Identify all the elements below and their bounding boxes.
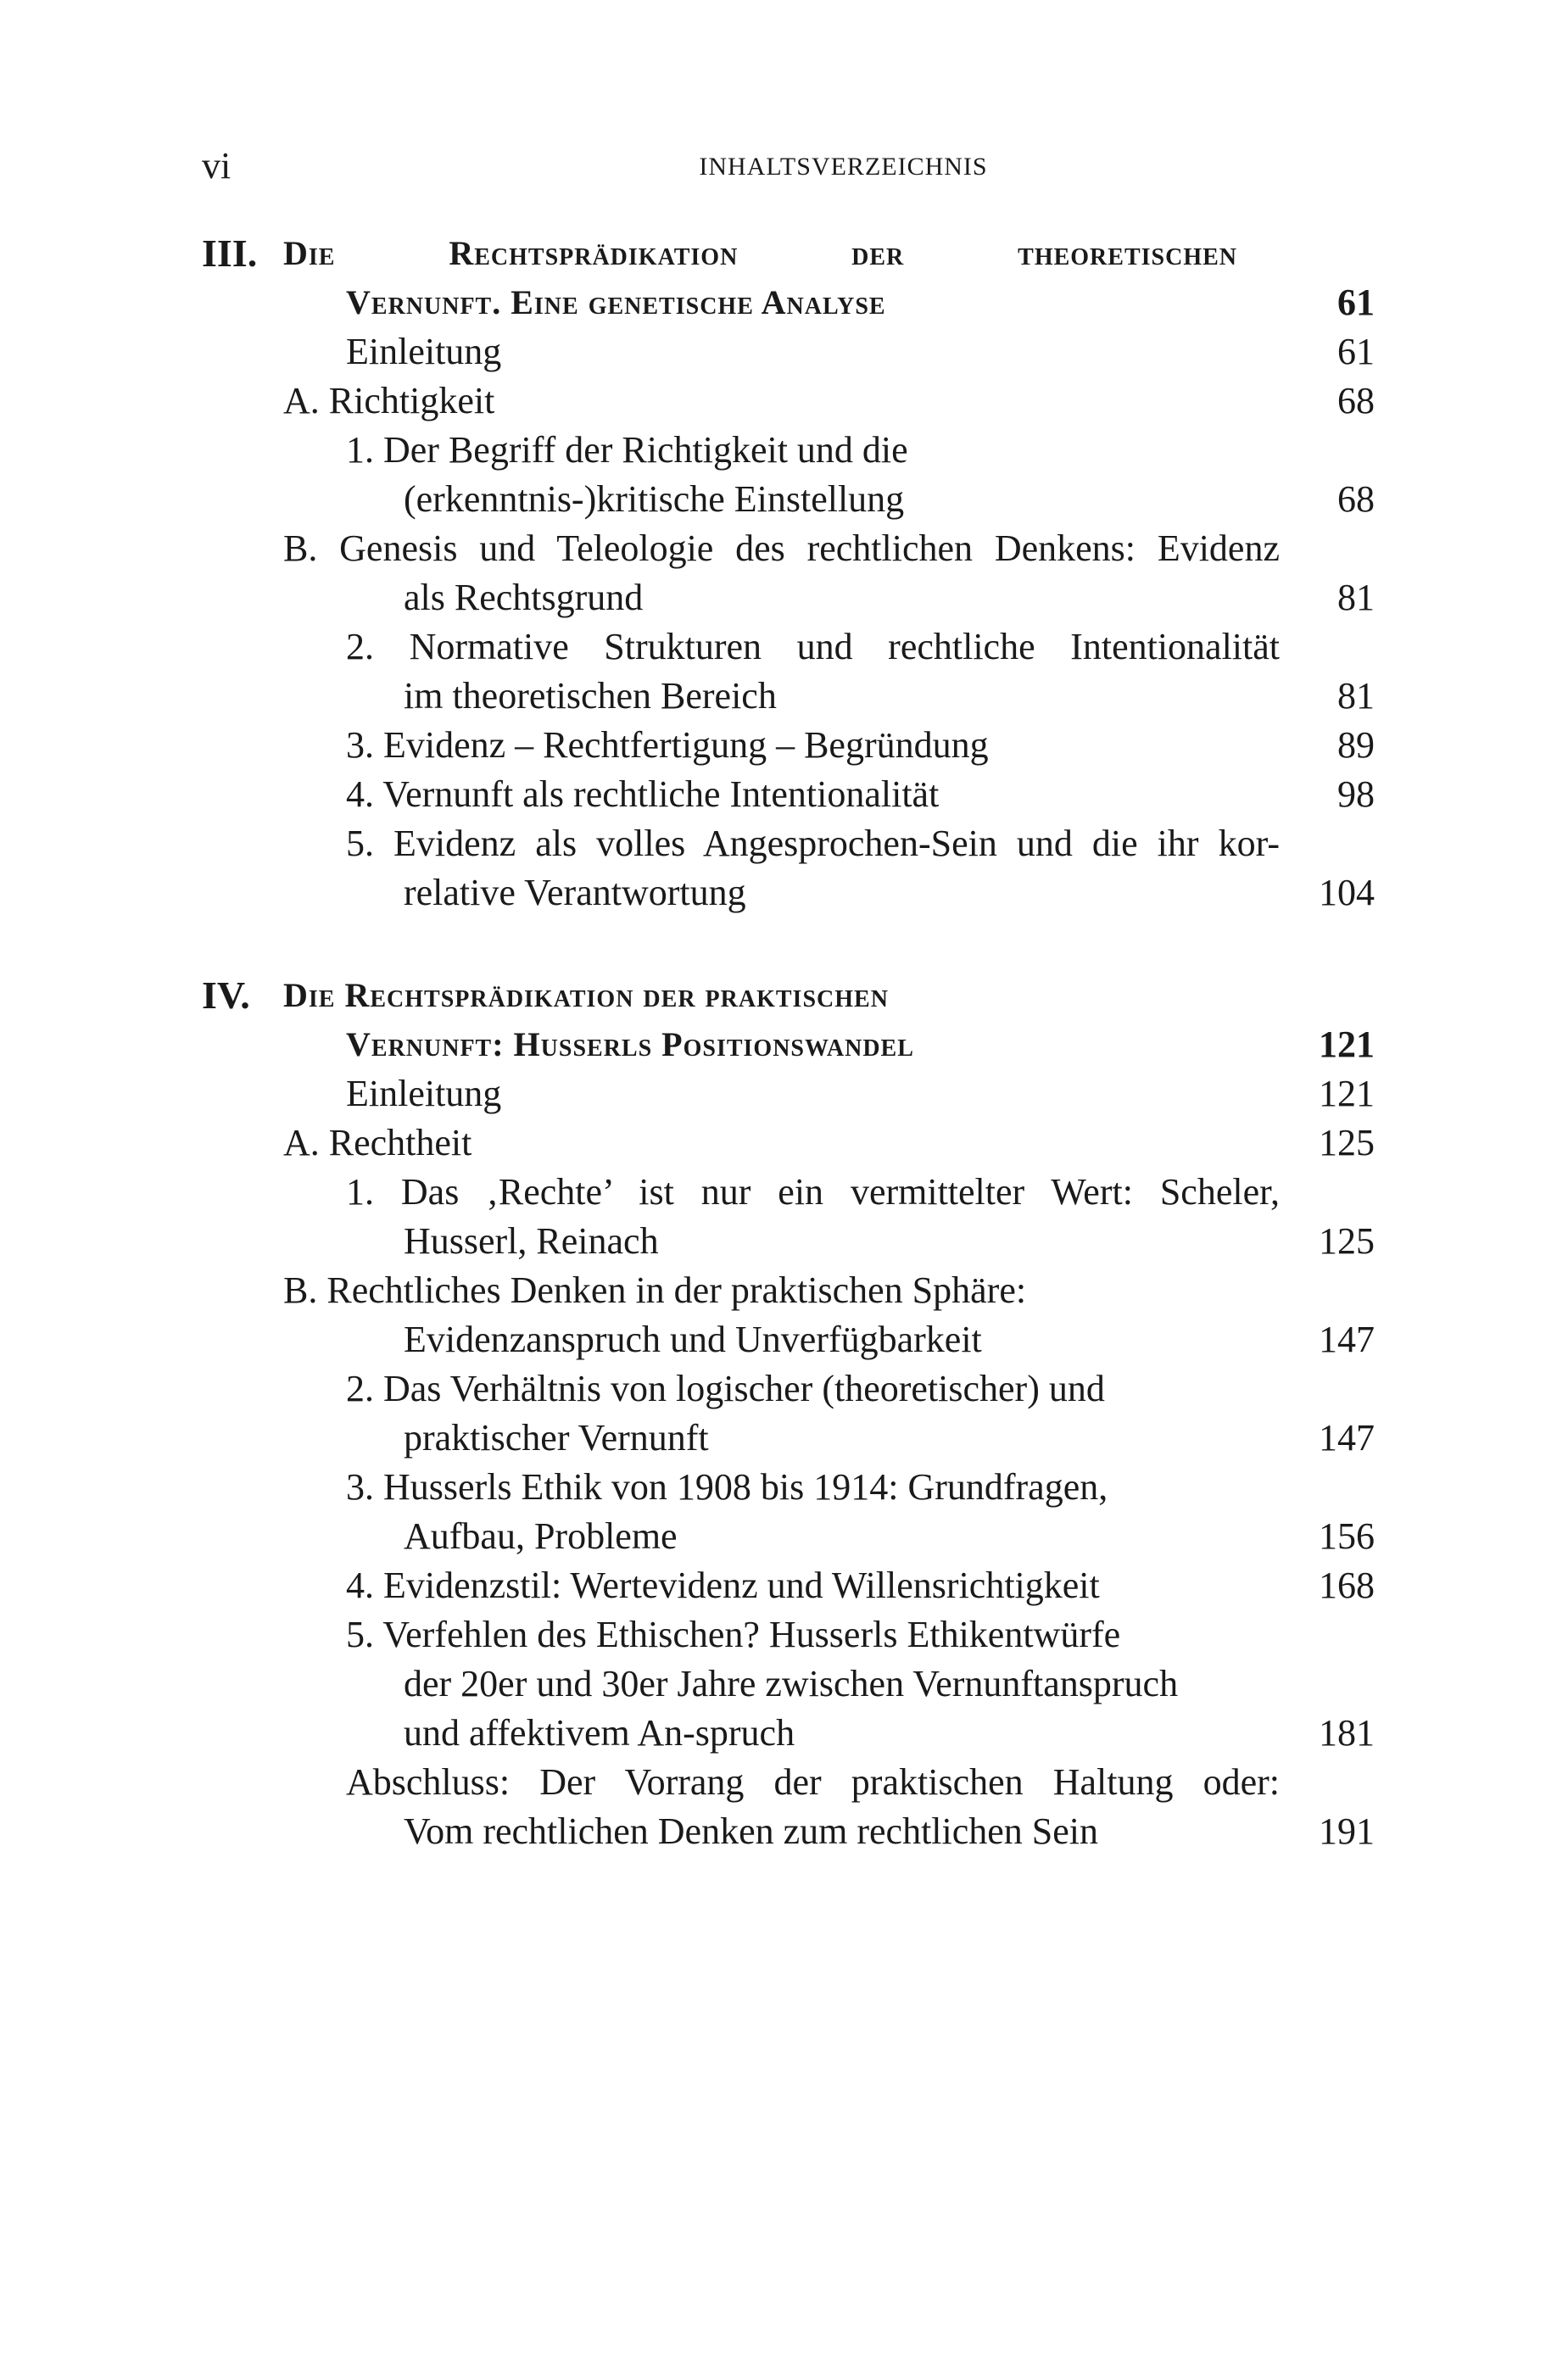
toc-entry-page: 125: [1319, 1220, 1375, 1262]
toc-entry: 5. Verfehlen des Ethischen? Husserls Ethikentwürfe: [346, 1614, 1121, 1655]
header-page-number: vi: [202, 145, 232, 187]
toc-entry: Husserl, Reinach: [404, 1220, 659, 1262]
toc-entry-page: 68: [1337, 478, 1375, 520]
toc-entry-page: 156: [1319, 1515, 1375, 1557]
toc-entry: und affektivem An-spruch: [404, 1712, 795, 1754]
toc-entry: praktischer Vernunft: [404, 1417, 709, 1459]
toc-entry: (erkenntnis-)kritische Einstellung: [404, 478, 905, 520]
toc-entry: Evidenzanspruch und Unverfügbarkeit: [404, 1319, 982, 1360]
toc-entry-page: 61: [1337, 331, 1375, 372]
chapter-3-number: III.: [202, 231, 258, 275]
toc-entry: Abschluss: Der Vorrang der praktischen Haltung oder:: [346, 1761, 1280, 1803]
toc-entry-page: 104: [1319, 872, 1375, 913]
running-header-title: INHALTSVERZEICHNIS: [699, 153, 988, 181]
chapter-4-title-line-2: Vernunft: Husserls Positionswandel: [346, 1025, 914, 1063]
chapter-4-title-line-1: Die Rechtsprädikation der praktischen: [283, 976, 889, 1014]
toc-entry: 3. Husserls Ethik von 1908 bis 1914: Grundfragen,: [346, 1466, 1108, 1508]
toc-entry: 1. Der Begriff der Richtigkeit und die: [346, 429, 908, 471]
chapter-4-title-page: 121: [1319, 1024, 1375, 1065]
toc-entry: B. Genesis und Teleologie des rechtlichen Denkens: Evidenz: [283, 527, 1280, 569]
toc-entry: Vom rechtlichen Denken zum rechtlichen Sein: [404, 1810, 1099, 1852]
toc-entry: 2. Das Verhältnis von logischer (theoretischer) und: [346, 1368, 1105, 1409]
toc-entry: Einleitung: [346, 1073, 502, 1114]
toc-entry: B. Rechtliches Denken in der praktischen Sphäre:: [283, 1269, 1027, 1311]
toc-entry: 1. Das ‚Rechte’ ist nur ein vermittelter Wert: Scheler,: [346, 1171, 1280, 1213]
toc-entry-page: 81: [1337, 675, 1375, 717]
toc-entry: 2. Normative Strukturen und rechtliche Intentionalität: [346, 626, 1280, 667]
toc-entry: A. Rechtheit: [283, 1122, 472, 1163]
toc-entry: im theoretischen Bereich: [404, 675, 777, 717]
toc-entry-page: 121: [1319, 1073, 1375, 1114]
toc-entry-page: 98: [1337, 773, 1375, 815]
chapter-3-title-line-2: Vernunft. Eine genetische Analyse: [346, 283, 886, 321]
toc-entry: Aufbau, Probleme: [404, 1515, 678, 1557]
toc-entry: 4. Vernunft als rechtliche Intentionalität: [346, 773, 940, 815]
toc-entry-page: 125: [1319, 1122, 1375, 1163]
toc-entry-page: 181: [1319, 1712, 1375, 1754]
chapter-4-number: IV.: [202, 973, 250, 1017]
toc-entry: 3. Evidenz – Rechtfertigung – Begründung: [346, 724, 989, 766]
toc-entry: als Rechtsgrund: [404, 577, 644, 618]
toc-entry-page: 147: [1319, 1319, 1375, 1360]
chapter-3-title-line-1: Die Rechtsprädikation der theoretischen: [283, 234, 1237, 272]
toc-entry: 4. Evidenzstil: Wertevidenz und Willensrichtigkeit: [346, 1565, 1100, 1606]
toc-entry: 5. Evidenz als volles Angesprochen-Sein und die ihr kor-: [346, 823, 1280, 864]
toc-entry-page: 191: [1319, 1810, 1375, 1852]
toc-entry: der 20er und 30er Jahre zwischen Vernunftanspruch: [404, 1663, 1179, 1704]
chapter-3-title-page: 61: [1337, 282, 1375, 323]
toc-entry-page: 168: [1319, 1565, 1375, 1606]
toc-entry-page: 81: [1337, 577, 1375, 618]
toc-entry-page: 147: [1319, 1417, 1375, 1459]
toc-entry-page: 68: [1337, 380, 1375, 421]
toc-entry: relative Verantwortung: [404, 872, 746, 913]
toc-entry-page: 89: [1337, 724, 1375, 766]
toc-entry: Einleitung: [346, 331, 502, 372]
toc-entry: A. Richtigkeit: [283, 380, 495, 421]
